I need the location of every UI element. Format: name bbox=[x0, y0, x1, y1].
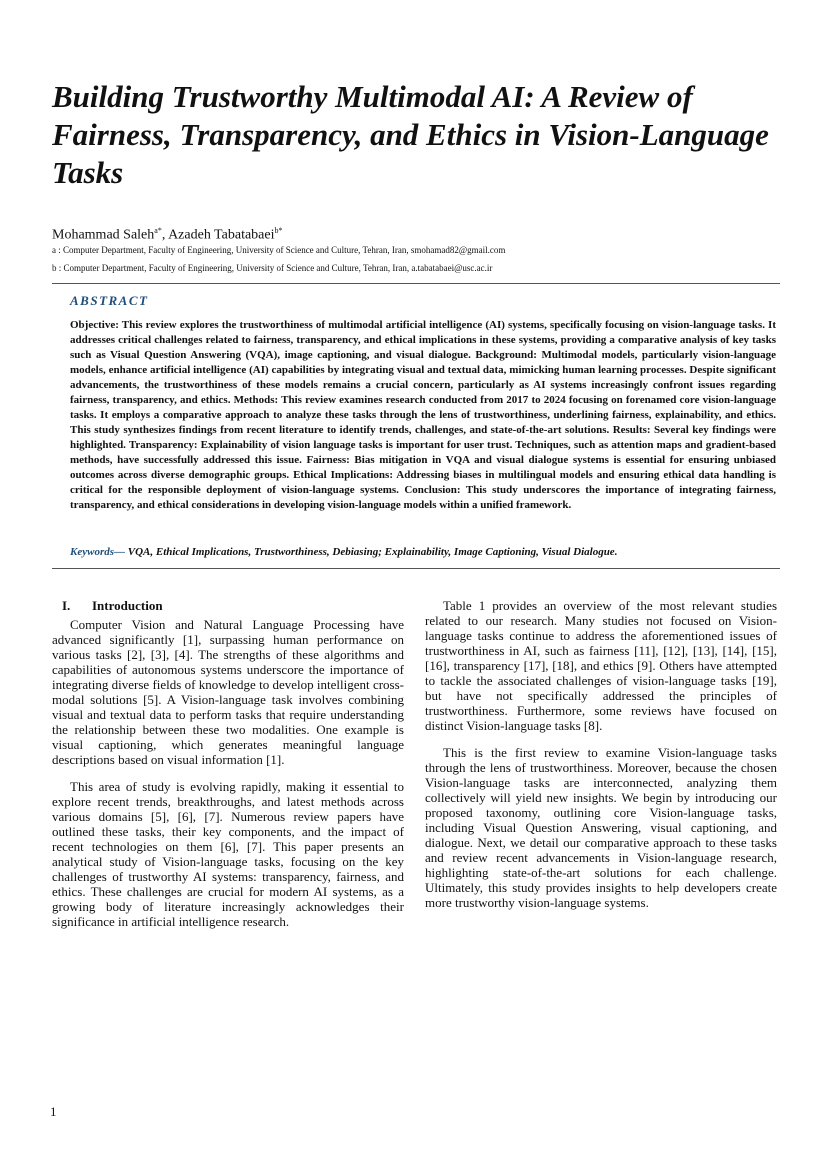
abstract-top-rule bbox=[52, 283, 780, 284]
body-paragraph: This area of study is evolving rapidly, making it essential to explore recent trends, breakthroughs, and latest methods across various domains [5], [6], [7]. Numerous review papers have outlined these tasks, their key components, and the impact of recent technologies on them [6], [7]. This paper presents an analytical study of Vision-language tasks, focusing on the key challenges of trustworthy AI systems: transparency, fairness, and ethics. These challenges are crucial for modern AI systems, as a growing body of literature increasingly acknowledges their significance in artificial intelligence research. bbox=[52, 779, 404, 929]
right-column bbox=[425, 598, 777, 922]
keywords-text: VQA, Ethical Implications, Trustworthiness, Debiasing; Explainability, Image Captioning, Visual Dialogue. bbox=[125, 546, 618, 558]
author-list bbox=[52, 223, 282, 244]
author-affiliation-mark: b* bbox=[274, 226, 283, 235]
body-paragraph: This is the first review to examine Vision-language tasks through the lens of trustworthiness. Moreover, because the chosen Vision-language tasks are interconnected, analyzing them collectively will yield new insights. We begin by introducing our proposed taxonomy, outlining core Vision-language tasks, including Visual Question Answering, visual captioning, and dialogue. Next, we detail our comparative approach to these tasks and review recent advancements in Vision-language research, highlighting state-of-the-art solutions for each challenge. Ultimately, this study provides insights to help developers create more trustworthy vision-language systems. bbox=[425, 745, 777, 910]
section-number: I. bbox=[62, 598, 71, 613]
affiliation-a: a : Computer Department, Faculty of Engineering, University of Science and Culture, Tehran, Iran, smohamad82@gmail.com bbox=[52, 245, 506, 255]
body-paragraph: Table 1 provides an overview of the most relevant studies related to our research. Many studies not focused on Vision-language tasks continue to address the aforementioned issues of trustworthiness in AI, such as fairness [11], [12], [13], [14], [15], [16], transparency [17], [18], and ethics [9]. Others have attempted to tackle the associated challenges of vision-language tasks [19], but have not specifically addressed the principles of trustworthiness. Furthermore, some reviews have focused on distinct Vision-language tasks [8]. bbox=[425, 598, 777, 733]
author-affiliation-mark: a* bbox=[154, 226, 162, 235]
left-column bbox=[52, 598, 404, 941]
abstract-bottom-rule bbox=[52, 568, 780, 569]
abstract-text: Objective: This review explores the trustworthiness of multimodal artificial intelligence (AI) systems, specifically focusing on vision-language tasks. It addresses critical challenges related to fairness, transparency, and ethical implications in these systems, providing a comparative analysis of key tasks such as Visual Question Answering (VQA), image captioning, and visual dialogue. Background: Multimodal models, particularly vision-language models, enhance artificial intelligence (AI) capabilities by integrating visual and textual data, mimicking human learning processes. Despite significant advancements, the trustworthiness of these models remains a crucial concern, particularly as AI systems increasingly confront issues regarding fairness, transparency, and ethics. Methods: This review examines research conducted from 2017 to 2024 focusing on forenamed core vision-language tasks. It employs a comparative approach to analyze these tasks through the lens of trustworthiness, underlining fairness, explainability, and ethics. This study synthesizes findings from recent literature to identify trends, challenges, and state-of-the-art solutions. Results: Several key findings were highlighted. Transparency: Explainability of vision language tasks is important for user trust. Techniques, such as attention maps and gradient-based methods, have successfully addressed this issue. Fairness: Bias mitigation in VQA and visual dialogue systems is essential for ensuring unbiased outcomes across diverse demographic groups. Ethical Implications: Addressing biases in multilingual models and ensuring ethical data handling is critical for the responsible deployment of vision-language systems. Conclusion: This study underscores the importance of integrating fairness, transparency, and ethical considerations in developing vision-language models within a unified framework. bbox=[70, 319, 776, 511]
author-separator: , bbox=[161, 227, 169, 243]
section-title: Introduction bbox=[92, 598, 163, 613]
page-number: 1 bbox=[50, 1104, 57, 1119]
body-paragraph: Computer Vision and Natural Language Processing have advanced significantly [1], surpassing human performance on various tasks [2], [3], [4]. The strengths of these algorithms and capabilities of autonomous systems underscore the importance of integrating diverse fields of knowledge to develop intelligent cross-modal solutions [5]. A Vision-language task involves combining visual and textual data to perform tasks that require understanding the relationship between these two modalities. One example is visual captioning, which generates meaningful language descriptions based on visual information [1]. bbox=[52, 617, 404, 767]
affiliation-b: b : Computer Department, Faculty of Engineering, University of Science and Culture, Tehran, Iran, a.tabatabaei@usc.ac.ir bbox=[52, 263, 493, 273]
section-heading bbox=[62, 598, 404, 613]
author-name: Azadeh Tabatabaei bbox=[168, 227, 275, 243]
paper-title: Building Trustworthy Multimodal AI: A Review of Fairness, Transparency, and Ethics in Vision-Language Tasks bbox=[52, 79, 769, 190]
author-name: Mohammad Saleh bbox=[52, 227, 155, 243]
abstract-heading: ABSTRACT bbox=[70, 293, 149, 308]
keywords-label: Keywords— bbox=[70, 546, 125, 558]
keywords-line bbox=[70, 545, 776, 559]
